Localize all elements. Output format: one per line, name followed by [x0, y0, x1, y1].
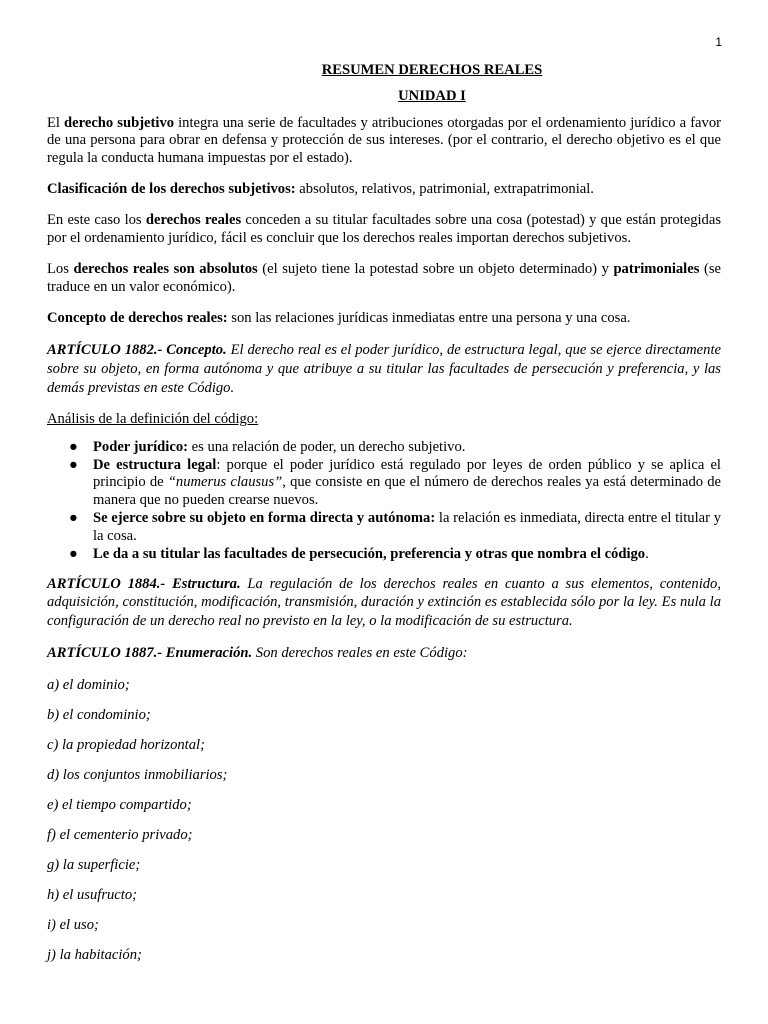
list-item: f) el cementerio privado;: [47, 826, 193, 843]
bold-term: derecho subjetivo: [64, 114, 175, 131]
italic-term: “numerus clausus”: [167, 474, 283, 491]
text-run: (el sujeto tiene la potestad sobre un objeto determinado) y: [257, 261, 614, 278]
list-item: e) el tiempo compartido;: [47, 796, 192, 813]
article-heading: ARTÍCULO 1884.- Estructura.: [47, 575, 241, 592]
bullet-icon: ●: [69, 438, 78, 455]
text-run: : porque el poder jurídico está regulado por leyes de orden público y se aplica el principio de: [93, 457, 721, 491]
bold-term: Se ejerce sobre su objeto en forma directa y autónoma:: [93, 510, 436, 527]
list-item: b) el condominio;: [47, 706, 151, 723]
analysis-bullet-list: [47, 439, 721, 564]
article-heading: ARTÍCULO 1882.- Concepto.: [47, 342, 227, 359]
bold-term: derechos reales son absolutos: [73, 261, 258, 278]
bold-term: derechos reales: [145, 212, 242, 229]
article-heading: ARTÍCULO 1887.- Enumeración.: [47, 645, 253, 662]
analysis-heading: Análisis de la definición del código:: [47, 411, 259, 428]
page-number: 1: [715, 35, 722, 49]
bullet-icon: ●: [69, 457, 78, 474]
paragraph-absolutos: [47, 261, 721, 296]
bold-term: Poder jurídico:: [93, 438, 188, 455]
article-1884: [47, 575, 721, 631]
text-run: es una relación de poder, un derecho subjetivo.: [187, 438, 466, 455]
article-1887: [47, 644, 721, 663]
text-run: , que consiste en que el número de derechos reales ya está determinado de manera que no pueden crearse nuevos.: [93, 474, 721, 508]
text-run: El: [47, 114, 65, 131]
paragraph-derechos-reales: [47, 212, 721, 247]
bold-term: Clasificación de los derechos subjetivos:: [47, 181, 296, 198]
text-run: la relación es inmediata, directa entre el titular y la cosa.: [93, 510, 721, 544]
list-item: [47, 546, 721, 563]
document-body: [47, 62, 721, 977]
text-run: son las relaciones jurídicas inmediatas entre una persona y una cosa.: [227, 310, 631, 327]
paragraph-clasificacion: [47, 181, 721, 198]
bullet-icon: ●: [69, 546, 78, 563]
document-title: RESUMEN DERECHOS REALES: [321, 62, 543, 78]
bold-term: Concepto de derechos reales:: [47, 310, 228, 327]
list-item: h) el usufructo;: [47, 886, 137, 903]
list-item: [47, 439, 721, 456]
text-run: En este caso los: [47, 212, 146, 229]
bold-term: Le da a su titular las facultades de persecución, preferencia y otras que nombra el código: [93, 546, 646, 563]
article-text: La regulación de los derechos reales en cuanto a sus elementos, contenido, adquisición, constitución, modificación, transmisión, duración y extinción es establecida sólo por la ley. Es nula la configuración de un derecho real no previsto en la ley, o la modificación de su estructura.: [47, 575, 721, 629]
enumeration-list: [47, 677, 721, 964]
bullet-icon: ●: [69, 510, 78, 527]
text-run: absolutos, relativos, patrimonial, extrapatrimonial.: [295, 181, 594, 198]
list-item: [47, 457, 721, 509]
text-run: .: [645, 546, 649, 563]
article-text: Son derechos reales en este Código:: [252, 645, 468, 662]
text-run: (se traduce en un valor económico).: [47, 261, 721, 295]
article-1882: [47, 341, 721, 397]
text-run: integra una serie de facultades y atribuciones otorgadas por el ordenamiento jurídico a favor de una persona para obrar en defensa y protección de sus intereses. (por el contrario, el derecho objetivo es el que regula la conducta humana impuestas por el estado).: [47, 114, 721, 166]
list-item: j) la habitación;: [47, 946, 142, 963]
list-item: i) el uso;: [47, 916, 99, 933]
list-item: g) la superficie;: [47, 856, 141, 873]
bold-term: patrimoniales: [613, 261, 700, 278]
text-run: conceden a su titular facultades sobre una cosa (potestad) y que están protegidas por el ordenamiento jurídico, fácil es concluir que los derechos reales importan derechos subjetivos.: [47, 212, 721, 246]
unit-heading: UNIDAD I: [398, 88, 466, 105]
bold-term: De estructura legal: [93, 457, 217, 474]
list-item: a) el dominio;: [47, 676, 130, 693]
list-item: d) los conjuntos inmobiliarios;: [47, 766, 228, 783]
paragraph-derecho-subjetivo: [47, 115, 721, 167]
list-item: [47, 510, 721, 545]
text-run: Los: [47, 261, 74, 278]
list-item: c) la propiedad horizontal;: [47, 736, 205, 753]
paragraph-concepto: [47, 310, 721, 327]
article-text: El derecho real es el poder jurídico, de estructura legal, que se ejerce directamente sobre su objeto, en forma autónoma y que atribuye a su titular las facultades de persecución y preferencia, y las demás previstas en este Código.: [47, 342, 721, 396]
